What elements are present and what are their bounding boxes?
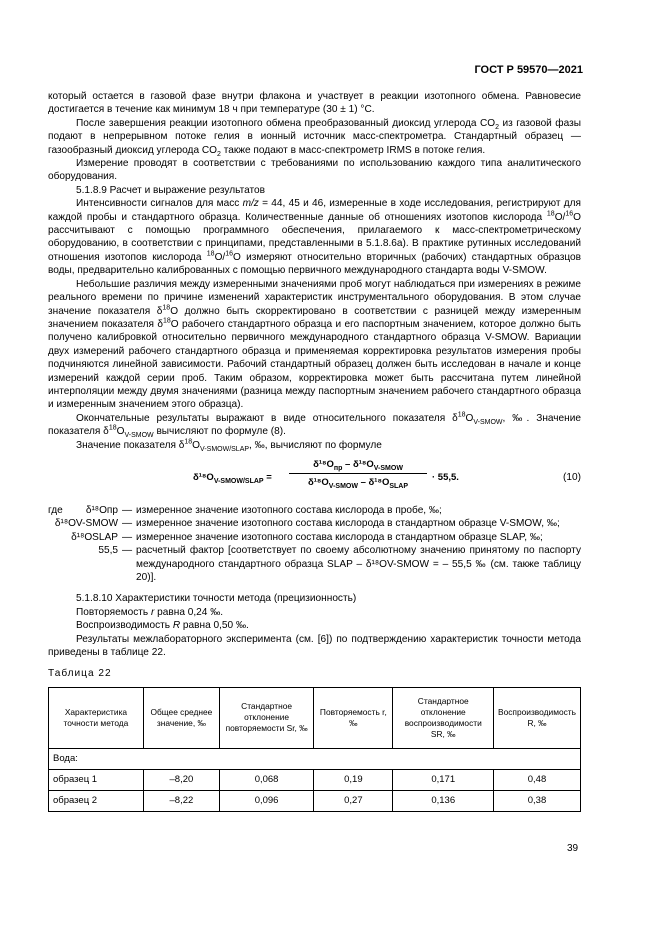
formula-denominator: $\delta^{18}O_{V-SMOW} - \delta^{18}O_{SLAP}$	[307, 477, 409, 491]
precision-table	[48, 687, 581, 812]
paragraph: Повторяемость r равна 0,24 ‰.	[76, 606, 224, 618]
paragraph: Воспроизводимость R равна 0,50 ‰.	[76, 620, 249, 632]
table-cell: 0,48	[494, 769, 581, 790]
table-cell: 0,19	[314, 769, 393, 790]
paragraph: Небольшие различия между измеренными значениями проб могут наблюдаться при измерениях в режиме реального времени по причине изменений характеристик инструментального оборудования. В этом случае значение показателя $\delta^{18}О$ должно быть скорректировано в соответствии с разницей между измеренным значением показателя $\delta^{18}О$ рабочего стандартного образца и его паспортным значением, которое должно быть получено калибровкой относительно первичного международного стандартного образца V-SMOW. Вариации двух измерений рабочего стандартного образца и применяемая корректировка результатов измерения пробы подчиняются линейной зависимости. Рабочий стандартный образец должен быть исследован в начале и конце измерений каждой серии проб. Таким образом, корректировка может быть рассчитана путем линейной интерполяции между двумя значениями (разница между паспортным значением рабочего стандартного образца и измеренным значением этого образца).	[48, 278, 582, 411]
table-header-cell: Характеристика точности метода	[49, 687, 144, 748]
table-cell: 0,136	[393, 790, 494, 811]
definition-row: δ¹⁸OSLAP — измеренное значение изотопного состава кислорода в стандартном образце SLAP, ‰;	[71, 531, 543, 543]
paragraph: Значение показателя $\delta^{18}О_{V-SMOW/SLAP}$, ‰, вычисляют по формуле	[76, 438, 382, 453]
table-header-cell: Стандартное отклонение повторяемости Sr, ‰	[219, 687, 313, 748]
table-header-cell: Общее среднее значение, ‰	[143, 687, 219, 748]
paragraph: Результаты межлабораторного эксперимента (см. [6]) по подтверждению характеристик точности метода приведены в таблице 22.	[48, 633, 581, 659]
paragraph: который остается в газовой фазе внутри флакона и участвует в реакции изотопного обмена. Равновесие достигается в течение как минимум 18 ч при температуре (30 ± 1) °С.	[48, 91, 581, 116]
table-row	[49, 769, 581, 790]
table-cell: 0,171	[393, 769, 494, 790]
table-cell: 0,38	[494, 790, 581, 811]
paragraph: После завершения реакции изотопного обмена преобразованный диоксид углерода $CO_2$ из газовой фазы подают в непрерывном потоке гелия в ионный источник масс-спектрометра. Стандартный образец — газообразный диоксид углерода $CO_2$ также подают в масс-спектрометр IRMS в потоке гелия.	[48, 117, 581, 158]
definition-row: 55,5 — расчетный фактор [соответствует по своему абсолютному значению принятому по паспорту международного стандартного образца SLAP – δ¹⁸OV-SMOW = – 55,5 ‰ (см. также таблицу 20)].	[98, 545, 581, 583]
paragraph: Интенсивности сигналов для масс m/z = 44, 45 и 46, измеренные в ходе исследования, регистрируют для каждой пробы и стандартного образца. Количественные данные об отношениях изотопов кислорода $^{18}$О/$^{16}$О рассчитывают с помощью программного обеспечения, прилагаемого к масс-спектрометрическому оборудованию, в соответствии с принципами, представленными в 5.1.8.6а). В практике рутинных исследований отношения изотопов кислорода $^{18}$О/$^{16}$О измеряют относительно вторичных (рабочих) стандартных образцов воды, предварительно калиброванных с помощью первичного международного стандарта воды V-SMOW.	[48, 198, 581, 277]
formula-definitions	[48, 504, 581, 584]
table-header-cell: Повторяемость r, ‰	[314, 687, 393, 748]
definition-row: где δ¹⁸Oпр — измеренное значение изотопного состава кислорода в пробе, ‰;	[48, 504, 442, 516]
table-caption: Таблица 22	[48, 668, 112, 680]
section-heading: 5.1.8.9 Расчет и выражение результатов	[76, 184, 265, 196]
table-row	[49, 790, 581, 811]
document-body	[48, 90, 581, 812]
formula-multiplier: · 55,5.	[432, 471, 459, 483]
table-group-row	[49, 748, 581, 769]
table-cell: Вода:	[49, 748, 581, 769]
formula-left: $\delta^{18}O_{V-SMOW/SLAP}$ =	[193, 471, 272, 485]
formula-numerator: $\delta^{18}O_{пр} - \delta^{18}O_{V-SMOW}$	[289, 458, 427, 474]
document-header: ГОСТ Р 59570—2021	[474, 64, 583, 76]
table-header-cell: Стандартное отклонение воспроизводимости SR, ‰	[393, 687, 494, 748]
table-cell: 0,068	[219, 769, 313, 790]
formula-fraction	[289, 458, 427, 490]
table-header-cell: Воспроизводимость R, ‰	[494, 687, 581, 748]
table-cell: 0,096	[219, 790, 313, 811]
table-header-row	[49, 687, 581, 748]
table-cell: 0,27	[314, 790, 393, 811]
paragraph: Измерение проводят в соответствии с требованиями по использованию каждого типа аналитического оборудования.	[48, 158, 581, 183]
table-cell: –8,20	[143, 769, 219, 790]
table-cell: образец 1	[49, 769, 144, 790]
definition-row: δ¹⁸OV-SMOW — измеренное значение изотопного состава кислорода в стандартном образце V-SMOW, ‰;	[54, 518, 560, 530]
page-number: 39	[567, 843, 579, 854]
table-cell: образец 2	[49, 790, 144, 811]
formula-10	[48, 458, 581, 498]
paragraph: Окончательные результаты выражают в виде относительного показателя $\delta^{18}О_{V-SMOW}$, ‰. Значение показателя $\delta^{18}О_{V-SMOW}$ вычисляют по формуле (8).	[48, 411, 581, 440]
section-heading: 5.1.8.10 Характеристики точности метода (прецизионность)	[76, 593, 357, 605]
table-cell: –8,22	[143, 790, 219, 811]
formula-number: (10)	[563, 471, 581, 483]
